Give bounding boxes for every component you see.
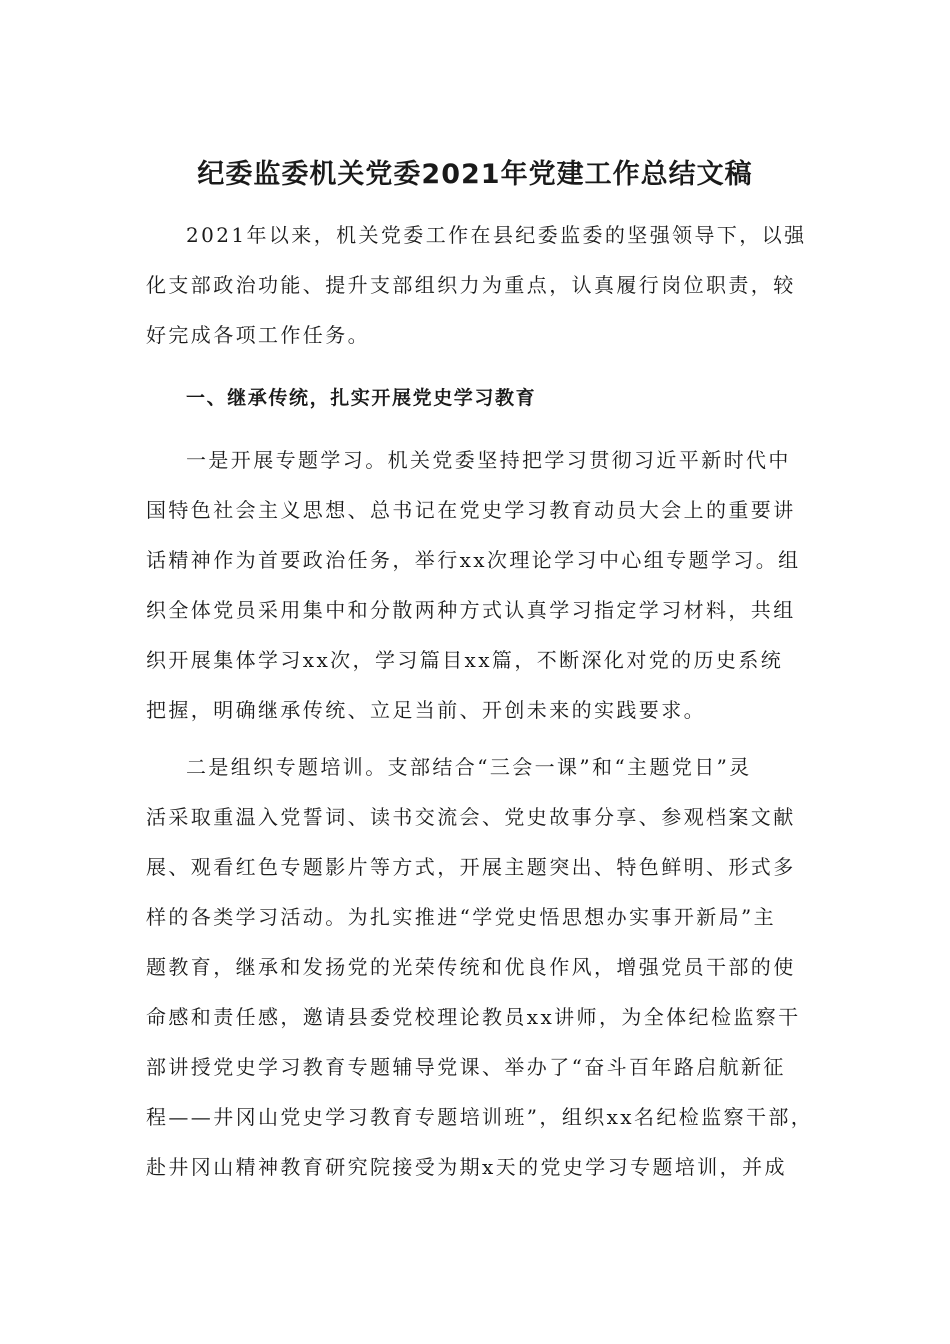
paragraph-line: 样的各类学习活动。为扎实推进“学党史悟思想办实事开新局”主 — [146, 905, 777, 929]
section-heading: 一、继承传统，扎实开展党史学习教育 — [186, 387, 537, 409]
paragraph-line: 国特色社会主义思想、总书记在党史学习教育动员大会上的重要讲 — [146, 498, 796, 522]
paragraph-line: 把握，明确继承传统、立足当前、开创未来的实践要求。 — [146, 698, 706, 722]
paragraph-line: 一是开展专题学习。机关党委坚持把学习贯彻习近平新时代中 — [186, 448, 791, 472]
paragraph-line: 二是组织专题培训。支部结合“三会一课”和“主题党日”灵 — [186, 755, 752, 779]
paragraph-line: 命感和责任感，邀请县委党校理论教员xx讲师，为全体纪检监察干 — [146, 1005, 801, 1029]
paragraph-study — [146, 435, 806, 735]
paragraph-line: 织全体党员采用集中和分散两种方式认真学习指定学习材料，共组 — [146, 598, 796, 622]
paragraph-training — [146, 742, 814, 1192]
paragraph-line: 部讲授党史学习教育专题辅导党课、举办了“奋斗百年路启航新征 — [146, 1055, 786, 1079]
paragraph-line: 活采取重温入党誓词、读书交流会、党史故事分享、参观档案文献 — [146, 805, 796, 829]
paragraph-line: 程——井冈山党史学习教育专题培训班”，组织xx名纪检监察干部， — [146, 1105, 814, 1129]
document-title: 纪委监委机关党委2021年党建工作总结文稿 — [197, 159, 753, 190]
intro-line: 化支部政治功能、提升支部组织力为重点，认真履行岗位职责，较 — [146, 273, 796, 297]
paragraph-line: 话精神作为首要政治任务，举行xx次理论学习中心组专题学习。组 — [146, 548, 801, 572]
paragraph-line: 题教育，继承和发扬党的光荣传统和优良作风，增强党员干部的使 — [146, 955, 796, 979]
paragraph-line: 织开展集体学习xx次，学习篇目xx篇，不断深化对党的历史系统 — [146, 648, 784, 672]
intro-line: 2021年以来，机关党委工作在县纪委监委的坚强领导下，以强 — [186, 223, 807, 247]
intro-line: 好完成各项工作任务。 — [146, 323, 370, 347]
paragraph-line: 赴井冈山精神教育研究院接受为期x天的党史学习专题培训，并成 — [146, 1155, 787, 1179]
paragraph-line: 展、观看红色专题影片等方式，开展主题突出、特色鲜明、形式多 — [146, 855, 796, 879]
intro-paragraph — [146, 210, 806, 360]
